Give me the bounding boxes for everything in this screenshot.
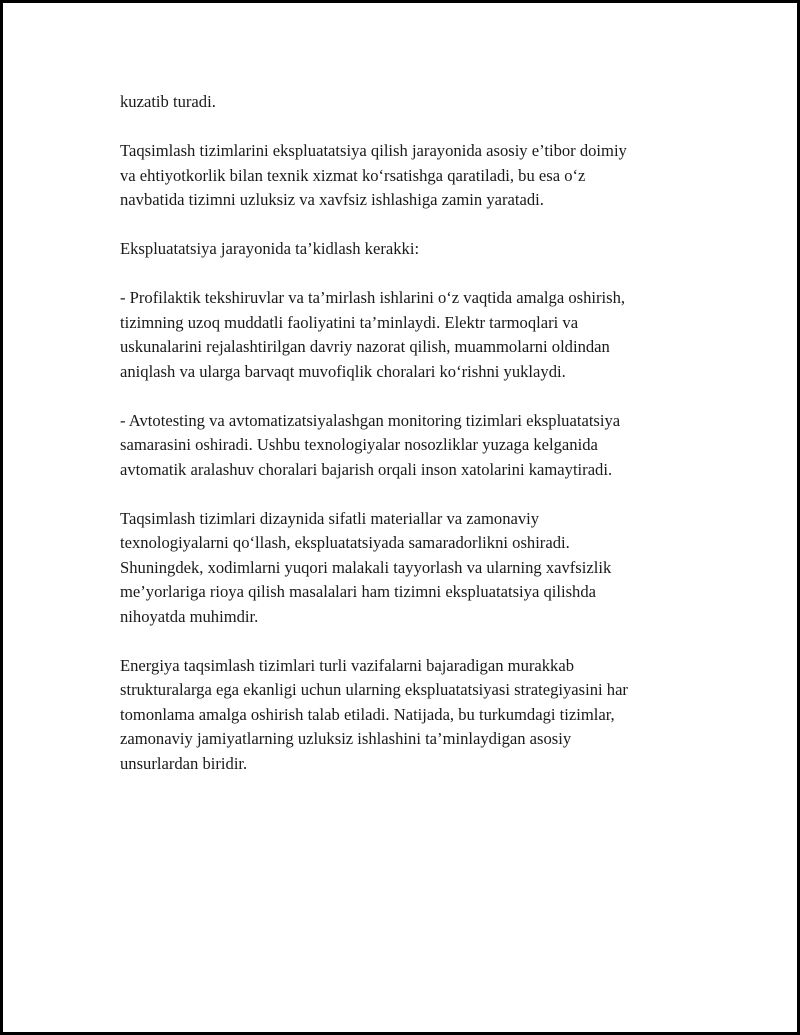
- text-line: me’yorlariga rioya qilish masalalari ham tizimni ekspluatatsiya qilishda: [120, 582, 597, 601]
- text-line: navbatida tizimni uzluksiz va xavfsiz ishlashiga zamin yaratadi.: [120, 190, 544, 209]
- paragraph-3: [120, 237, 700, 262]
- text-line: uskunalarini rejalashtirilgan davriy nazorat qilish, muammolarni oldindan: [120, 337, 610, 356]
- text-line: zamonaviy jamiyatlarning uzluksiz ishlashini ta’minlaydigan asosiy: [120, 729, 572, 748]
- paragraph-1: [120, 90, 700, 115]
- text-line: samarasini oshiradi. Ushbu texnologiyalar nosozliklar yuzaga kelganida: [120, 435, 598, 454]
- text-line: tomonlama amalga oshirish talab etiladi. Natijada, bu turkumdagi tizimlar,: [120, 704, 615, 724]
- paragraph-2: [120, 139, 700, 213]
- text-line: unsurlardan biridir.: [120, 753, 248, 773]
- text-line: aniqlash va ularga barvaqt muvofiqlik choralari ko‘rishni yuklaydi.: [120, 361, 566, 381]
- text-line: kuzatib turadi.: [120, 92, 216, 111]
- paragraph-7: [120, 654, 700, 777]
- text-line: va ehtiyotkorlik bilan texnik xizmat ko‘rsatishga qaratiladi, bu esa o‘z: [120, 165, 586, 185]
- paragraph-4: [120, 286, 700, 384]
- paragraph-6: [120, 507, 700, 630]
- text-line: - Profilaktik tekshiruvlar va ta’mirlash ishlarini o‘z vaqtida amalga oshirish,: [120, 288, 626, 307]
- text-line: avtomatik aralashuv choralari bajarish orqali inson xatolarini kamaytiradi.: [120, 459, 613, 479]
- text-line: strukturalarga ega ekanligi uchun ularning ekspluatatsiyasi strategiyasini har: [120, 680, 628, 699]
- text-line: Taqsimlash tizimlarini ekspluatatsiya qilish jarayonida asosiy e’tibor doimiy: [120, 141, 627, 160]
- text-line: - Avtotesting va avtomatizatsiyalashgan monitoring tizimlari ekspluatatsiya: [120, 410, 621, 430]
- text-line: Shuningdek, xodimlarni yuqori malakali tayyorlash va ularning xavfsizlik: [120, 557, 612, 577]
- text-line: texnologiyalarni qo‘llash, ekspluatatsiyada samaradorlikni oshiradi.: [120, 533, 570, 552]
- text-line: Taqsimlash tizimlari dizaynida sifatli materiallar va zamonaviy: [120, 508, 540, 528]
- document-body: [120, 90, 700, 801]
- text-line: Energiya taqsimlash tizimlari turli vazifalarni bajaradigan murakkab: [120, 655, 575, 675]
- text-line: tizimning uzoq muddatli faoliyatini ta’minlaydi. Elektr tarmoqlari va: [120, 312, 579, 332]
- text-line: nihoyatda muhimdir.: [120, 606, 259, 626]
- paragraph-5: [120, 409, 700, 483]
- text-line: Ekspluatatsiya jarayonida ta’kidlash kerakki:: [120, 239, 420, 258]
